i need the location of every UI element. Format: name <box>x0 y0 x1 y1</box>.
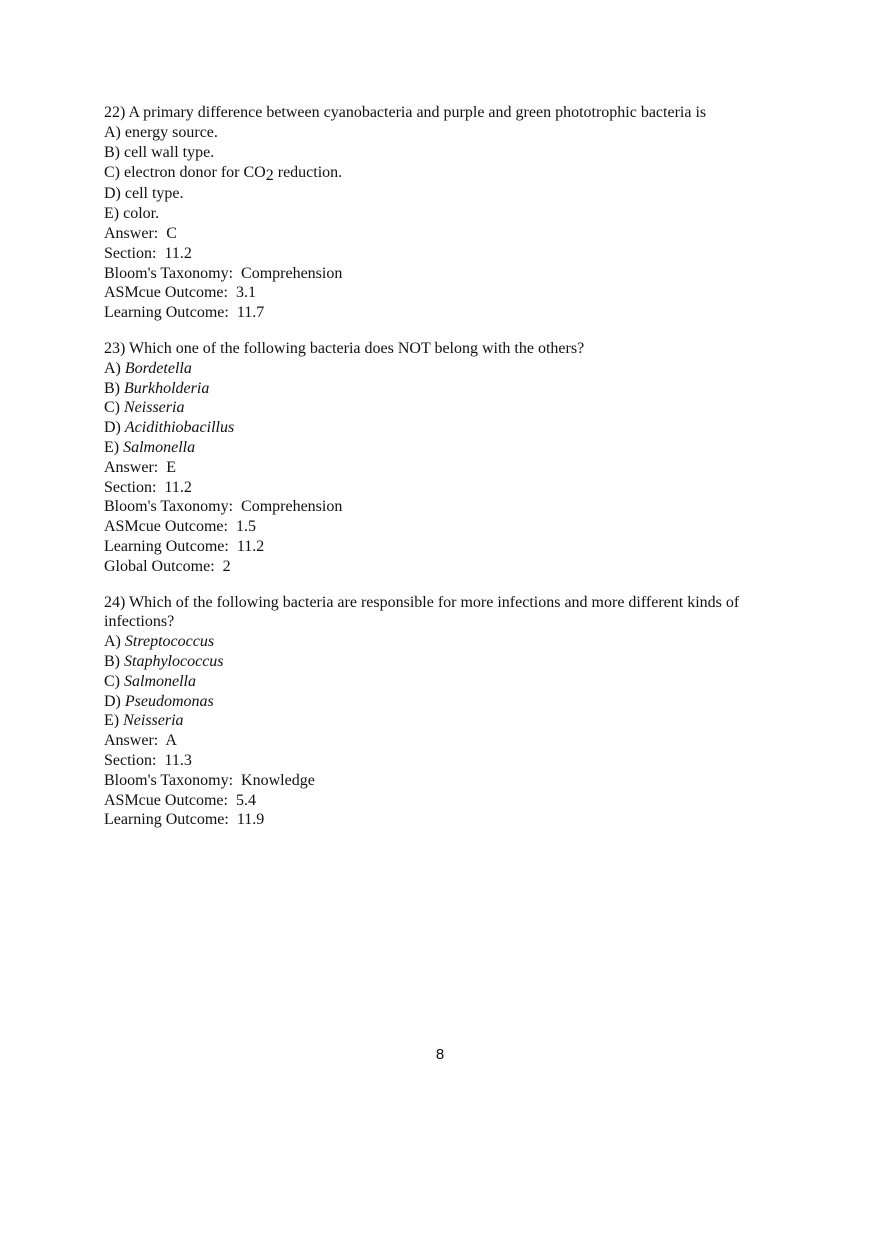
option-e <box>104 438 794 458</box>
option-letter: A) <box>104 123 121 141</box>
section-line <box>104 751 794 771</box>
question-text: Which one of the following bacteria does NOT belong with the others? <box>129 339 585 357</box>
option-d <box>104 184 794 204</box>
option-letter: B) <box>104 652 120 670</box>
page-number: 8 <box>435 1046 445 1063</box>
meta-label: Learning Outcome: <box>104 537 229 555</box>
question-list <box>104 103 794 846</box>
question-24 <box>104 593 794 831</box>
option-c <box>104 162 794 184</box>
asmcue-line <box>104 791 794 811</box>
blooms-line <box>104 264 794 284</box>
option-letter: A) <box>104 359 121 377</box>
option-text: color. <box>123 205 160 223</box>
option-letter: E) <box>104 438 120 456</box>
option-letter: D) <box>104 185 121 203</box>
option-d <box>104 692 794 712</box>
global-outcome-line <box>104 557 794 577</box>
question-number: 24) <box>104 593 126 611</box>
option-letter: B) <box>104 379 120 397</box>
option-letter: E) <box>104 205 120 223</box>
question-number: 22) <box>104 104 126 121</box>
option-text: cell type. <box>124 185 184 203</box>
meta-value: 3.1 <box>235 284 256 302</box>
meta-label: Bloom's Taxonomy: <box>104 264 234 282</box>
asmcue-line <box>104 517 794 537</box>
blooms-line <box>104 771 794 791</box>
meta-label: Answer: <box>104 224 159 242</box>
answer-line <box>104 224 794 244</box>
option-text: Salmonella <box>123 438 196 456</box>
question-22 <box>104 103 794 323</box>
option-text: Neisseria <box>123 712 184 730</box>
meta-label: Learning Outcome: <box>104 811 229 829</box>
option-letter: C) <box>104 672 120 690</box>
option-text: electron donor for CO <box>124 164 266 182</box>
option-e <box>104 711 794 731</box>
meta-value: 11.7 <box>236 304 265 322</box>
meta-label: ASMcue Outcome: <box>104 518 228 536</box>
meta-value: 2 <box>222 557 231 575</box>
meta-label: ASMcue Outcome: <box>104 791 228 809</box>
question-text: Which of the following bacteria are responsible for more infections and more different kinds of infections? <box>104 593 740 631</box>
question-stem <box>104 103 794 123</box>
meta-label: Global Outcome: <box>104 557 215 575</box>
option-b <box>104 379 794 399</box>
option-letter: A) <box>104 633 121 651</box>
option-text: Bordetella <box>124 359 192 377</box>
meta-value: 5.4 <box>235 791 256 809</box>
question-stem <box>104 593 794 633</box>
option-letter: B) <box>104 143 120 161</box>
learning-outcome-line <box>104 810 794 830</box>
meta-label: Answer: <box>104 732 159 750</box>
option-text: Streptococcus <box>124 633 215 651</box>
option-text: Acidithiobacillus <box>124 419 235 437</box>
meta-value: Comprehension <box>241 264 343 282</box>
option-letter: E) <box>104 712 120 730</box>
meta-value: 11.3 <box>164 751 192 769</box>
meta-label: Bloom's Taxonomy: <box>104 498 234 516</box>
option-c <box>104 398 794 418</box>
option-text: cell wall type. <box>124 143 215 161</box>
option-text: Salmonella <box>124 672 196 690</box>
option-a <box>104 632 794 652</box>
question-stem <box>104 339 794 359</box>
blooms-line <box>104 497 794 517</box>
option-text: Burkholderia <box>124 379 210 397</box>
meta-label: Bloom's Taxonomy: <box>104 771 234 789</box>
option-b <box>104 143 794 163</box>
question-text: A primary difference between cyanobacteria and purple and green phototrophic bacteria is <box>128 104 707 121</box>
question-number: 23) <box>104 339 126 357</box>
option-letter: D) <box>104 419 121 437</box>
meta-value: Comprehension <box>241 498 343 516</box>
meta-value: A <box>165 732 177 750</box>
meta-label: ASMcue Outcome: <box>104 284 228 302</box>
option-e <box>104 204 794 224</box>
option-a <box>104 123 794 143</box>
option-a <box>104 359 794 379</box>
meta-value: Knowledge <box>241 771 315 789</box>
option-text: energy source. <box>124 123 218 141</box>
learning-outcome-line <box>104 537 794 557</box>
option-b <box>104 652 794 672</box>
learning-outcome-line <box>104 303 794 323</box>
option-text: Pseudomonas <box>124 692 214 710</box>
answer-line <box>104 458 794 478</box>
meta-label: Answer: <box>104 458 159 476</box>
asmcue-line <box>104 283 794 303</box>
meta-value: 1.5 <box>235 518 256 536</box>
option-letter: D) <box>104 692 121 710</box>
option-d <box>104 418 794 438</box>
meta-label: Learning Outcome: <box>104 304 229 322</box>
meta-label: Section: <box>104 478 157 496</box>
meta-value: E <box>166 458 176 476</box>
meta-value: C <box>166 224 177 242</box>
option-c <box>104 672 794 692</box>
option-text-after: reduction. <box>273 164 343 182</box>
meta-label: Section: <box>104 244 157 262</box>
meta-value: 11.2 <box>164 244 192 262</box>
meta-label: Section: <box>104 751 157 769</box>
section-line <box>104 244 794 264</box>
option-text: Staphylococcus <box>124 652 224 670</box>
meta-value: 11.2 <box>164 478 192 496</box>
question-23 <box>104 339 794 577</box>
meta-value: 11.9 <box>236 811 265 829</box>
meta-value: 11.2 <box>236 537 265 555</box>
option-letter: C) <box>104 164 120 182</box>
section-line <box>104 478 794 498</box>
option-text: Neisseria <box>124 399 185 417</box>
subscript-2: 2 <box>265 167 274 185</box>
answer-line <box>104 731 794 751</box>
option-letter: C) <box>104 399 120 417</box>
